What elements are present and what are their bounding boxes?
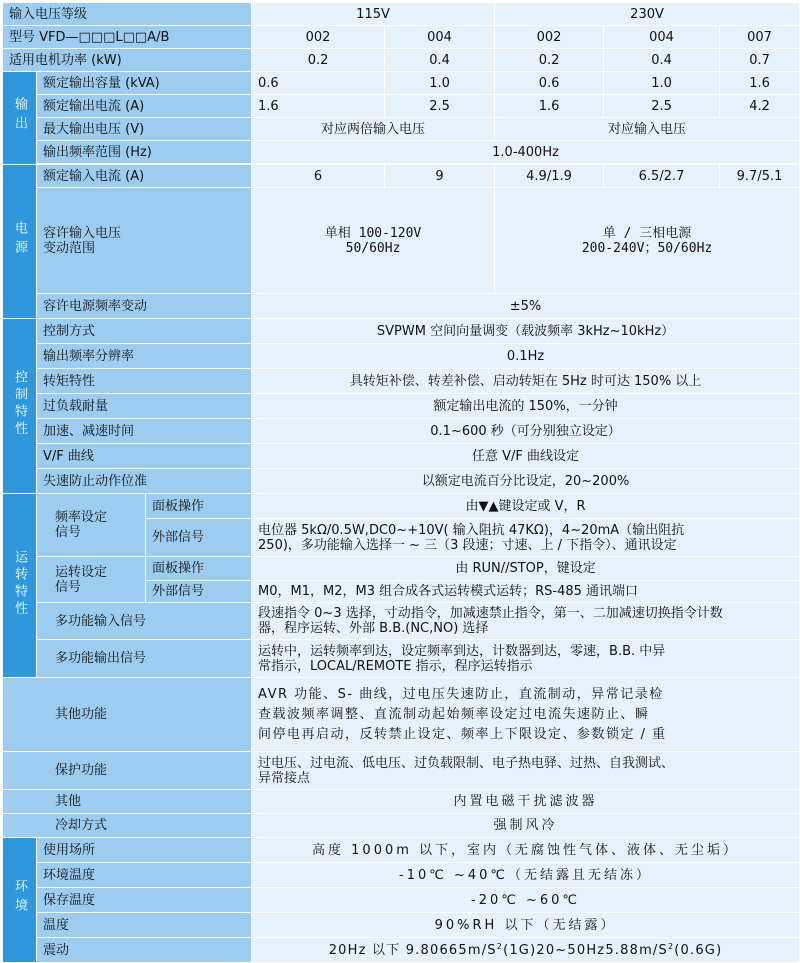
vibration-label: 震动 (37, 938, 252, 963)
input-current-label: 额定输入电流 (A) (37, 165, 252, 188)
motor-power-label: 适用电机功率 (kW) (3, 49, 252, 72)
motor-power-value: 0.2 (252, 49, 385, 72)
control-resolution-row (3, 344, 800, 369)
environment-group-label: 环境 (3, 838, 37, 963)
env-storage-row (3, 888, 800, 913)
model-code: 004 (604, 26, 720, 49)
cooling-row (3, 814, 800, 838)
output-max-voltage-115: 对应两倍输入电压 (252, 118, 495, 141)
protection-label: 保护功能 (3, 752, 252, 790)
header-row-motor-power (3, 49, 800, 72)
stall-value: 以额定电流百分比设定，20~200% (252, 469, 800, 494)
freq-panel-label: 面板操作 (146, 494, 252, 519)
control-method-value: SVPWM 空间向量调变（载波频率 3kHz~10kHz） (252, 319, 800, 344)
resolution-value: 0.1Hz (252, 344, 800, 369)
env-vibration-row (3, 938, 800, 963)
input-current-value: 6.5/2.7 (604, 165, 720, 188)
output-current-value: 1.6 (495, 95, 604, 118)
overload-value: 额定输出电流的 150%，一分钟 (252, 394, 800, 419)
other-functions-value: AVR 功能、S- 曲线，过电压失速防止，直流制动，异常记录检 查载波频率调整、直流制动起始频率设定过电流失速防止、瞬 间停电再启动，反转禁止设定、频率上下限设定、参数锁定 / 重 (252, 678, 800, 752)
output-max-voltage-230: 对应输入电压 (495, 118, 800, 141)
control-accel-row (3, 419, 800, 444)
other-label: 其他 (3, 790, 252, 814)
control-group-label: 控制特性 (3, 319, 37, 494)
mf-input-row (3, 603, 800, 640)
mf-input-value: 段速指令 0~3 选择，寸动指令，加减速禁止指令，第一、二加减速切换指令计数 器，程序运转、外部 B.B.(NC,NO) 选择 (252, 603, 800, 640)
input-current-value: 6 (252, 165, 385, 188)
motor-power-value: 0.7 (720, 49, 800, 72)
control-stall-row (3, 469, 800, 494)
power-group-label: 电源 (3, 165, 37, 319)
vf-value: 任意 V/F 曲线设定 (252, 444, 800, 469)
output-current-value: 2.5 (385, 95, 495, 118)
env-humidity-row (3, 913, 800, 938)
ambient-temp-value: -10℃ ~40℃（无结露且无结冻） (252, 863, 800, 888)
other-functions-label: 其他功能 (3, 678, 252, 752)
freq-panel-value: 由▼▲键设定或 V，R (252, 494, 800, 519)
other-functions-row (3, 678, 800, 752)
voltage-tolerance-115: 单相 100-120V 50/60Hz (252, 188, 495, 294)
header-row-voltage-class (3, 3, 800, 26)
control-method-label: 控制方式 (37, 319, 252, 344)
output-capacity-value: 0.6 (252, 72, 385, 95)
freq-external-label: 外部信号 (146, 519, 252, 557)
other-value: 内置电磁干扰滤波器 (252, 790, 800, 814)
output-freq-range-label: 输出频率范围 (Hz) (37, 141, 252, 164)
output-capacity-value: 1.6 (720, 72, 800, 95)
storage-temp-label: 保存温度 (37, 888, 252, 913)
output-capacity-value: 1.0 (604, 72, 720, 95)
other-row (3, 790, 800, 814)
output-max-voltage-row (3, 118, 800, 141)
torque-label: 转矩特性 (37, 369, 252, 394)
run-signal-panel-row (3, 557, 800, 581)
header-row-model (3, 26, 800, 49)
input-current-value: 9 (385, 165, 495, 188)
power-input-current-row (3, 165, 800, 188)
output-current-row (3, 95, 800, 118)
motor-power-value: 0.4 (385, 49, 495, 72)
accel-value: 0.1~600 秒（可分别独立设定） (252, 419, 800, 444)
mf-output-label: 多功能输出信号 (37, 640, 252, 678)
run-external-label: 外部信号 (146, 581, 252, 603)
protection-row (3, 752, 800, 790)
run-panel-label: 面板操作 (146, 557, 252, 581)
control-torque-row (3, 369, 800, 394)
storage-temp-value: -20℃ ~60℃ (252, 888, 800, 913)
control-overload-row (3, 394, 800, 419)
output-current-label: 额定输出电流 (A) (37, 95, 252, 118)
output-current-value: 1.6 (252, 95, 385, 118)
protection-value: 过电压、过电流、低电压、过负载限制、电子热电驿、过热、自我测试、 异常接点 (252, 752, 800, 790)
freq-tolerance-value: ±5% (252, 294, 800, 319)
torque-value: 具转矩补偿、转差补偿、启动转矩在 5Hz 时可达 150% 以上 (252, 369, 800, 394)
overload-label: 过负载耐量 (37, 394, 252, 419)
freq-signal-label: 频率设定 信号 (37, 494, 146, 557)
spec-table (2, 2, 800, 963)
mf-output-row (3, 640, 800, 678)
vibration-value: 20Hz 以下 $9.80665m/S^2(1G)20\sim 50Hz5.88m/S^2(0.6G)$ (252, 938, 800, 963)
cooling-value: 强制风冷 (252, 814, 800, 838)
power-voltage-tolerance-row (3, 188, 800, 294)
motor-power-value: 0.2 (495, 49, 604, 72)
output-capacity-value: 1.0 (385, 72, 495, 95)
input-current-value: 9.7/5.1 (720, 165, 800, 188)
input-current-value: 4.9/1.9 (495, 165, 604, 188)
freq-signal-panel-row (3, 494, 800, 519)
run-external-value: M0，M1，M2，M3 组合成各式运转模式运转；RS-485 通讯端口 (252, 581, 800, 603)
humidity-label: 温度 (37, 913, 252, 938)
output-freq-range-value: 1.0-400Hz (252, 141, 800, 164)
freq-external-value: 电位器 5kΩ/0.5W,DC0~+10V( 输入阻抗 47KΩ)，4~20mA（输出阻抗 250)，多功能输入选择一 ~ 三（3 段速；寸速、上 / 下指令）、通讯设定 (252, 519, 800, 557)
output-group-label: 输出 (3, 72, 37, 165)
model-code: 007 (720, 26, 800, 49)
output-current-value: 2.5 (604, 95, 720, 118)
output-max-voltage-label: 最大输出电压 (V) (37, 118, 252, 141)
vf-label: V/F 曲线 (37, 444, 252, 469)
model-code: 002 (252, 26, 385, 49)
model-label: 型号 VFD—□□□L□□A/B (3, 26, 252, 49)
output-capacity-label: 额定输出容量 (kVA) (37, 72, 252, 95)
mf-input-label: 多功能输入信号 (37, 603, 252, 640)
control-method-row (3, 319, 800, 344)
control-vf-row (3, 444, 800, 469)
output-freq-range-row (3, 141, 800, 164)
voltage-230-header: 230V (495, 3, 800, 26)
motor-power-value: 0.4 (604, 49, 720, 72)
input-voltage-class-label: 输入电压等级 (3, 3, 252, 26)
run-panel-value: 由 RUN//STOP，键设定 (252, 557, 800, 581)
voltage-115-header: 115V (252, 3, 495, 26)
freq-tolerance-label: 容许电源频率变动 (37, 294, 252, 319)
location-value: 高度 1000m 以下，室内（无腐蚀性气体、液体、无尘垢） (252, 838, 800, 863)
mf-output-value: 运转中，运转频率到达，设定频率到达，计数器到达，零速，B.B. 中异 常指示，LOCAL/REMOTE 指示，程序运转指示 (252, 640, 800, 678)
operation-group-label: 运转特性 (3, 494, 37, 678)
power-freq-tolerance-row (3, 294, 800, 319)
model-code: 002 (495, 26, 604, 49)
env-location-row (3, 838, 800, 863)
output-capacity-row (3, 72, 800, 95)
accel-label: 加速、减速时间 (37, 419, 252, 444)
output-current-value: 4.2 (720, 95, 800, 118)
humidity-value: 90%RH 以下（无结露） (252, 913, 800, 938)
location-label: 使用场所 (37, 838, 252, 863)
cooling-label: 冷却方式 (3, 814, 252, 838)
model-code: 004 (385, 26, 495, 49)
env-ambient-row (3, 863, 800, 888)
stall-label: 失速防止动作位准 (37, 469, 252, 494)
output-capacity-value: 0.6 (495, 72, 604, 95)
ambient-temp-label: 环境温度 (37, 863, 252, 888)
voltage-tolerance-230: 单 / 三相电源 200-240V；50/60Hz (495, 188, 800, 294)
resolution-label: 输出频率分辨率 (37, 344, 252, 369)
run-signal-label: 运转设定 信号 (37, 557, 146, 603)
voltage-tolerance-label: 容许输入电压 变动范围 (37, 188, 252, 294)
